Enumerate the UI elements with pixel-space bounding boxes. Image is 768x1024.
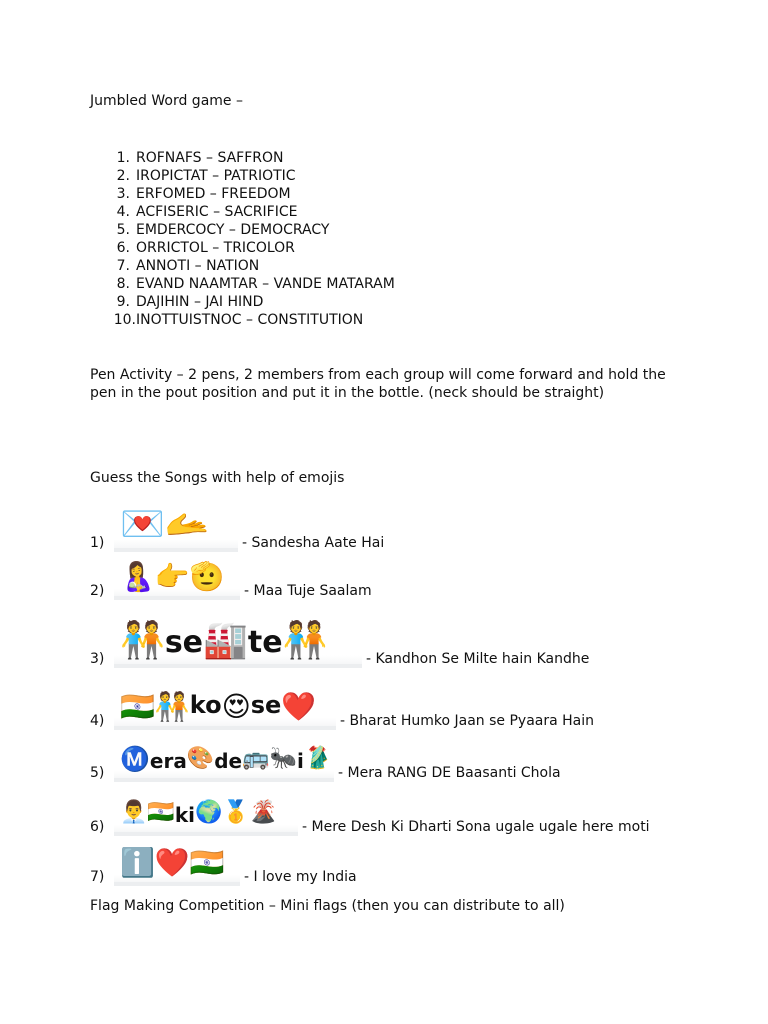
love-letter-icon: 💌 xyxy=(120,504,165,545)
red-heart-icon: ❤️ xyxy=(154,846,190,879)
list-item: 1. ROFNAFS – SAFFRON xyxy=(116,150,284,166)
clue-text-i: i xyxy=(296,749,304,773)
song-title-6: - Mere Desh Ki Dharti Sona ugale ugale here moti xyxy=(302,819,650,835)
clue-text-de: de xyxy=(214,749,243,773)
sari-icon: 🥻 xyxy=(303,746,332,771)
song-title-3: - Kandhon Se Milte hain Kandhe xyxy=(366,651,590,667)
emoji-clue-2 xyxy=(114,560,240,600)
heart-eyes-icon: 😍 xyxy=(221,690,251,723)
clue-text-ki: ki xyxy=(174,803,195,827)
song-title-2: - Maa Tuje Saalam xyxy=(244,583,372,599)
ant-icon: 🐜 xyxy=(269,746,297,771)
song-row-7: 7) ℹ️ ❤️ 🇮🇳 - I love my India xyxy=(90,846,357,885)
people-holding-hands-icon: 🧑‍🤝‍🧑 xyxy=(282,620,328,661)
clue-text-te: te xyxy=(247,625,283,660)
information-icon: ℹ️ xyxy=(120,846,155,879)
song-row-3: 3) 🧑‍🤝‍🧑 se 🏭 te 🧑‍🤝‍🧑 - Kandhon Se Milte hain Kandhe xyxy=(90,620,590,667)
list-item: 2. IROPICTAT – PATRIOTIC xyxy=(116,168,296,184)
breast-feeding-icon: 🤱 xyxy=(120,560,155,593)
people-holding-hands-icon: 🧑‍🤝‍🧑 xyxy=(154,690,190,723)
emoji-clue-6 xyxy=(114,796,298,836)
clue-text-ko: ko xyxy=(189,691,222,719)
list-item: 5. EMDERCOCY – DEMOCRACY xyxy=(116,222,330,238)
people-holding-hands-icon: 🧑‍🤝‍🧑 xyxy=(120,620,165,661)
song-row-6: 6) 👨‍💼 🇮🇳 ki 🌍 🥇 🌋 - Mere Desh Ki Dharti Sona ugale ugale here moti xyxy=(90,790,650,836)
song-title-4: - Bharat Humko Jaan se Pyaara Hain xyxy=(340,713,595,729)
office-worker-icon: 👨‍💼 xyxy=(120,800,148,825)
list-item: 8. EVAND NAAMTAR – VANDE MATARAM xyxy=(116,276,395,292)
bus-icon: 🚌 xyxy=(242,746,270,771)
song-row-2: 2) 🤱 👉 🫡 - Maa Tuje Saalam xyxy=(90,560,372,599)
clue-text-se: se xyxy=(250,691,282,719)
red-heart-icon: ❤️ xyxy=(281,690,317,723)
songs-heading: Guess the Songs with help of emojis xyxy=(90,470,345,486)
clue-text-era: era xyxy=(149,749,187,773)
song-title-1: - Sandesha Aate Hai xyxy=(242,535,385,551)
globe-icon: 🌍 xyxy=(194,800,223,825)
emoji-clue-3 xyxy=(114,620,362,668)
emoji-clue-7 xyxy=(114,846,240,886)
emoji-clue-1 xyxy=(114,504,238,552)
india-flag-icon: 🇮🇳 xyxy=(120,690,155,723)
india-flag-icon: 🇮🇳 xyxy=(189,846,225,879)
saluting-face-icon: 🫡 xyxy=(189,560,225,593)
list-item: 9. DAJIHIN – JAI HIND xyxy=(116,294,264,310)
clue-text-se: se xyxy=(164,625,204,660)
jumbled-heading: Jumbled Word game – xyxy=(90,93,243,109)
list-item: 7. ANNOTI – NATION xyxy=(116,258,260,274)
india-flag-icon: 🇮🇳 xyxy=(147,800,175,825)
volcano-icon: 🌋 xyxy=(249,800,278,825)
song-row-5: 5) Ⓜ️ era 🎨 de 🚌 🐜 i 🥻 - Mera RANG DE Baasanti Chola xyxy=(90,738,561,782)
list-item: 4. ACFISERIC – SACRIFICE xyxy=(116,204,298,220)
emoji-clue-4 xyxy=(114,686,336,730)
flag-making-text: Flag Making Competition – Mini flags (then you can distribute to all) xyxy=(90,898,565,914)
factory-icon: 🏭 xyxy=(203,620,248,661)
pen-activity-text: Pen Activity – 2 pens, 2 members from each group will come forward and hold the pen in the pout position and put it in the bottle. (neck should be straight) xyxy=(90,367,666,401)
song-title-7: - I love my India xyxy=(244,869,357,885)
pointing-finger-icon: 👉 xyxy=(154,560,190,593)
circled-m-icon: Ⓜ️ xyxy=(120,745,150,773)
song-title-5: - Mera RANG DE Baasanti Chola xyxy=(338,765,561,781)
artist-palette-icon: 🎨 xyxy=(186,746,215,771)
song-row-1: 1) 💌 🫴 - Sandesha Aate Hai xyxy=(90,504,385,551)
list-item: 3. ERFOMED – FREEDOM xyxy=(116,186,291,202)
emoji-clue-5 xyxy=(114,742,334,782)
gold-medal-icon: 🥇 xyxy=(222,800,250,825)
song-row-4: 4) 🇮🇳 🧑‍🤝‍🧑 ko 😍 se ❤️ - Bharat Humko Jaan se Pyaara Hain xyxy=(90,680,594,730)
list-item: 6. ORRICTOL – TRICOLOR xyxy=(116,240,295,256)
jumbled-list xyxy=(106,149,395,329)
palm-up-hand-icon: 🫴 xyxy=(164,504,210,545)
list-item: 10.INOTTUISTNOC – CONSTITUTION xyxy=(113,312,364,328)
